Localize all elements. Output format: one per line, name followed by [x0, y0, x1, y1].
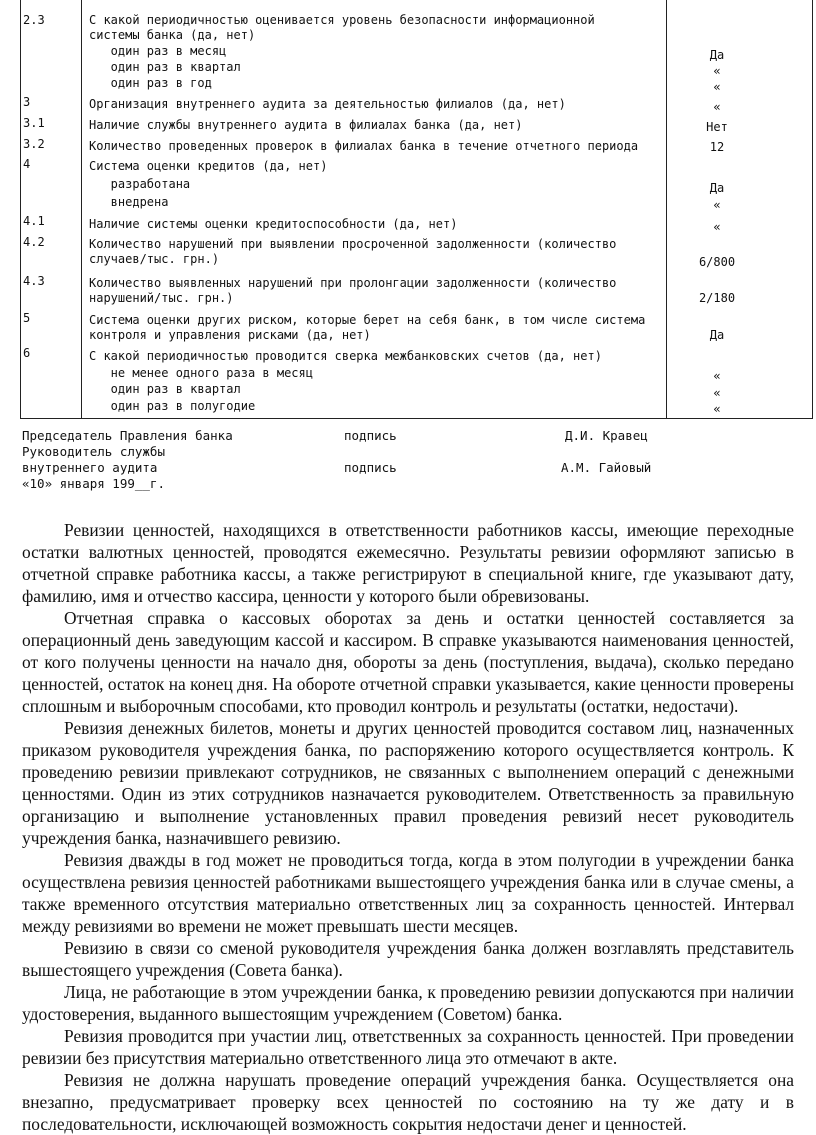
row-text: Система оценки кредитов (да, нет) [89, 159, 328, 173]
row-number: 4 [23, 157, 31, 171]
row-answer: Да [709, 181, 725, 195]
row-number: 3.2 [23, 137, 45, 151]
row-text: С какой периодичностью оценивается уровень безопасности информационной [89, 13, 595, 27]
table-divider-number [81, 0, 82, 418]
chairman-title: Председатель Правления банка [22, 428, 233, 443]
row-text: не менее одного раза в месяц [89, 366, 313, 380]
row-text: один раз в год [89, 76, 212, 90]
body-paragraph: Ревизию в связи со сменой руководителя учреждения банка должен возглавлять представитель вышестоящего учреждения (Совета банка). [22, 938, 794, 980]
body-paragraph: Ревизия дважды в год может не проводиться тогда, когда в этом полугодии в учреждении банка осуществлена ревизия ценностей работниками вышестоящего учреждения банка или в случае смены, а также временного отсутствия материально ответственных лиц за сохранность ценностей. Интервал между ревизиями во времени не может превышать шести месяцев. [22, 850, 794, 936]
row-answer: « [713, 402, 721, 416]
document-date: «10» января 199__г. [22, 476, 165, 491]
row-text: Количество нарушений при выявлении просроченной задолженности (количество [89, 237, 617, 251]
row-text: Количество проведенных проверок в филиалах банка в течение отчетного периода [89, 139, 639, 153]
row-text: Наличие системы оценки кредитоспособности (да, нет) [89, 217, 458, 231]
body-paragraph: Ревизия проводится при участии лиц, ответственных за сохранность ценностей. При проведении ревизии без присутствия материально ответственного лица это отмечают в акте. [22, 1026, 794, 1068]
row-number: 4.1 [23, 214, 45, 228]
body-paragraph: Отчетная справка о кассовых оборотах за день и остатки ценностей составляется за операционный день заведующим кассой и кассиром. В справке указываются наименования ценностей, от кого получены ценности на начало дня, обороты за день (поступления, выдача), сколько передано ценностей, остаток на конец дня. На обороте отчетной справки указывается, какие ценности проверены сплошным и выборочным способами, кто проводил контроль и результаты (остатки, недостачи). [22, 608, 794, 716]
row-answer: « [713, 220, 721, 234]
row-number: 4.3 [23, 274, 45, 288]
row-number: 6 [23, 346, 31, 360]
row-answer: « [713, 80, 721, 94]
row-number: 3.1 [23, 116, 45, 130]
row-text: один раз в квартал [89, 60, 241, 74]
table-divider-answer [666, 0, 667, 418]
audit-head-signature: подпись [344, 460, 397, 475]
row-answer: « [713, 64, 721, 78]
body-paragraph: Ревизия не должна нарушать проведение операций учреждения банка. Осуществляется она внезапно, предусматривает проверку всех ценностей по состоянию на ту же дату и в последовательности, исключающей возможность сокрытия недостачи денег и ценностей. [22, 1070, 794, 1134]
row-text: один раз в месяц [89, 44, 227, 58]
row-text: С какой периодичностью проводится сверка межбанковских счетов (да, нет) [89, 349, 602, 363]
row-answer: « [713, 369, 721, 383]
row-answer: Нет [706, 120, 728, 134]
row-answer: 2/180 [698, 291, 736, 305]
row-text: один раз в полугодие [89, 399, 256, 413]
row-answer: « [713, 386, 721, 400]
row-text: Количество выявленных нарушений при пролонгации задолженности (количество [89, 276, 617, 290]
chairman-name: Д.И. Кравец [565, 428, 648, 443]
body-paragraph: Ревизия денежных билетов, монеты и других ценностей проводится составом лиц, назначенных приказом руководителя учреждения банка, по распоряжению которого осуществляется контроль. К проведению ревизии привлекают сотрудников, не связанных с выполнением операций с денежными ценностями. Один из этих сотрудников назначается руководителем. Ответственность за правильную организацию и выполнение установленных правил проведения ревизий несет руководитель учреждения банка, назначившего ревизию. [22, 718, 794, 848]
audit-head-title: Руководитель службы [22, 444, 165, 459]
row-text: контроля и управления рисками (да, нет) [89, 328, 371, 342]
row-text: разработана [89, 177, 191, 191]
row-text: Организация внутреннего аудита за деятельностью филиалов (да, нет) [89, 97, 566, 111]
row-text: Система оценки других риском, которые берет на себя банк, в том числе система [89, 313, 646, 327]
row-answer: « [713, 198, 721, 212]
audit-head-title: внутреннего аудита [22, 460, 158, 475]
row-answer: 6/800 [698, 255, 736, 269]
audit-table [20, 0, 813, 419]
row-text: один раз в квартал [89, 382, 241, 396]
body-paragraph: Ревизии ценностей, находящихся в ответственности работников кассы, имеющие переходные остатки валютных ценностей, проводятся ежемесячно. Результаты ревизии оформляют записью в отчетной справке работника кассы, а также регистрируют в специальной книге, где указывают дату, фамилию, имя и отчество кассира, ценности у которого были обревизованы. [22, 520, 794, 606]
row-answer: 12 [709, 140, 725, 154]
row-answer: Да [709, 48, 725, 62]
row-number: 3 [23, 95, 31, 109]
row-answer: Да [709, 328, 725, 342]
row-text: системы банка (да, нет) [89, 28, 256, 42]
row-number: 2.3 [23, 13, 45, 27]
row-number: 5 [23, 311, 31, 325]
audit-head-name: А.М. Гайовый [561, 460, 652, 475]
row-number: 4.2 [23, 235, 45, 249]
row-text: Наличие службы внутреннего аудита в филиалах банка (да, нет) [89, 118, 523, 132]
row-text: нарушений/тыс. грн.) [89, 291, 234, 305]
row-answer: « [713, 100, 721, 114]
chairman-signature: подпись [344, 428, 397, 443]
row-text: случаев/тыс. грн.) [89, 252, 220, 266]
row-text: внедрена [89, 195, 169, 209]
body-paragraph: Лица, не работающие в этом учреждении банка, к проведению ревизии допускаются при наличии удостоверения, выданного вышестоящим учреждением (Советом) банка. [22, 982, 794, 1024]
